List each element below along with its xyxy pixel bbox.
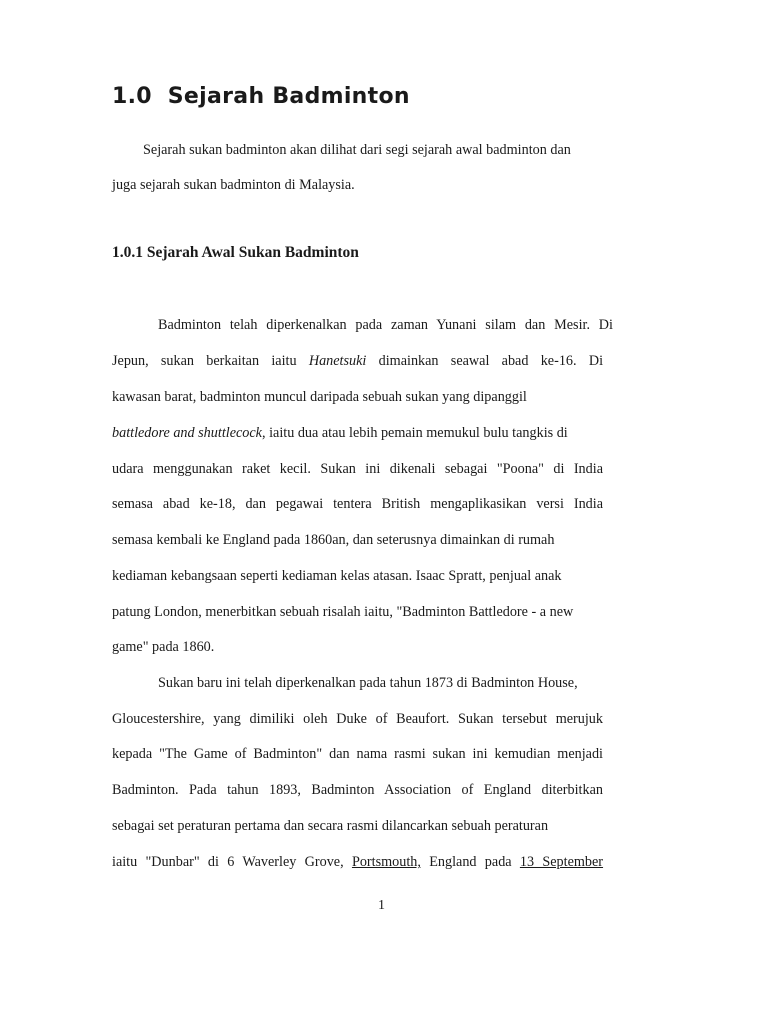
para2-line-6 [112,853,603,871]
text-run: iaitu "Dunbar" di 6 Waverley Grove, [112,854,344,870]
italic-term-battledore: battledore and shuttlecock [112,425,262,441]
para1-line-5: udara menggunakan raket kecil. Sukan ini dikenali sebagai "Poona" di India [112,461,603,477]
para1-line-10: game" pada 1860. [112,639,215,655]
text-run: dimainkan seawal abad ke-16. Di [378,353,604,369]
intro-line-2: juga sejarah sukan badminton di Malaysia. [112,177,355,193]
para2-line-3: kepada "The Game of Badminton" dan nama rasmi sukan ini kemudian menjadi [112,746,603,762]
para1-line-4 [112,424,568,442]
para2-line-5: sebagai set peraturan pertama dan secara rasmi dilancarkan sebuah peraturan [112,818,549,834]
text-run: Jepun, sukan berkaitan iaitu [112,353,297,369]
text-run: , iaitu dua atau lebih pemain memukul bulu tangkis di [261,425,568,441]
para1-line-3: kawasan barat, badminton muncul daripada sebuah sukan yang dipanggil [112,389,527,405]
para2-line-4: Badminton. Pada tahun 1893, Badminton Association of England diterbitkan [112,782,603,798]
subsection-heading: 1.0.1 Sejarah Awal Sukan Badminton [112,244,359,261]
intro-line-1: Sejarah sukan badminton akan dilihat dari segi sejarah awal badminton dan [143,142,571,158]
para1-line-8: kediaman kebangsaan seperti kediaman kelas atasan. Isaac Spratt, penjual anak [112,568,562,584]
para1-line-9: patung London, menerbitkan sebuah risalah iaitu, "Badminton Battledore - a new [112,604,574,620]
para2-line-2: Gloucestershire, yang dimiliki oleh Duke of Beaufort. Sukan tersebut merujuk [112,711,603,727]
page-number: 1 [378,898,385,913]
para1-line-2 [112,352,603,370]
para1-line-6: semasa abad ke-18, dan pegawai tentera British mengaplikasikan versi India [112,496,603,512]
para1-line-7: semasa kembali ke England pada 1860an, dan seterusnya dimainkan di rumah [112,532,555,548]
italic-term-hanetsuki: Hanetsuki [308,353,367,369]
para1-line-1: Badminton telah diperkenalkan pada zaman Yunani silam dan Mesir. Di [158,317,613,333]
text-run: England pada [429,854,512,870]
para2-line-1: Sukan baru ini telah diperkenalkan pada tahun 1873 di Badminton House, [158,675,578,691]
link-portsmouth[interactable]: Portsmouth, [351,854,421,870]
link-13-september[interactable]: 13 September [519,854,604,870]
section-heading: 1.0 Sejarah Badminton [112,84,410,109]
